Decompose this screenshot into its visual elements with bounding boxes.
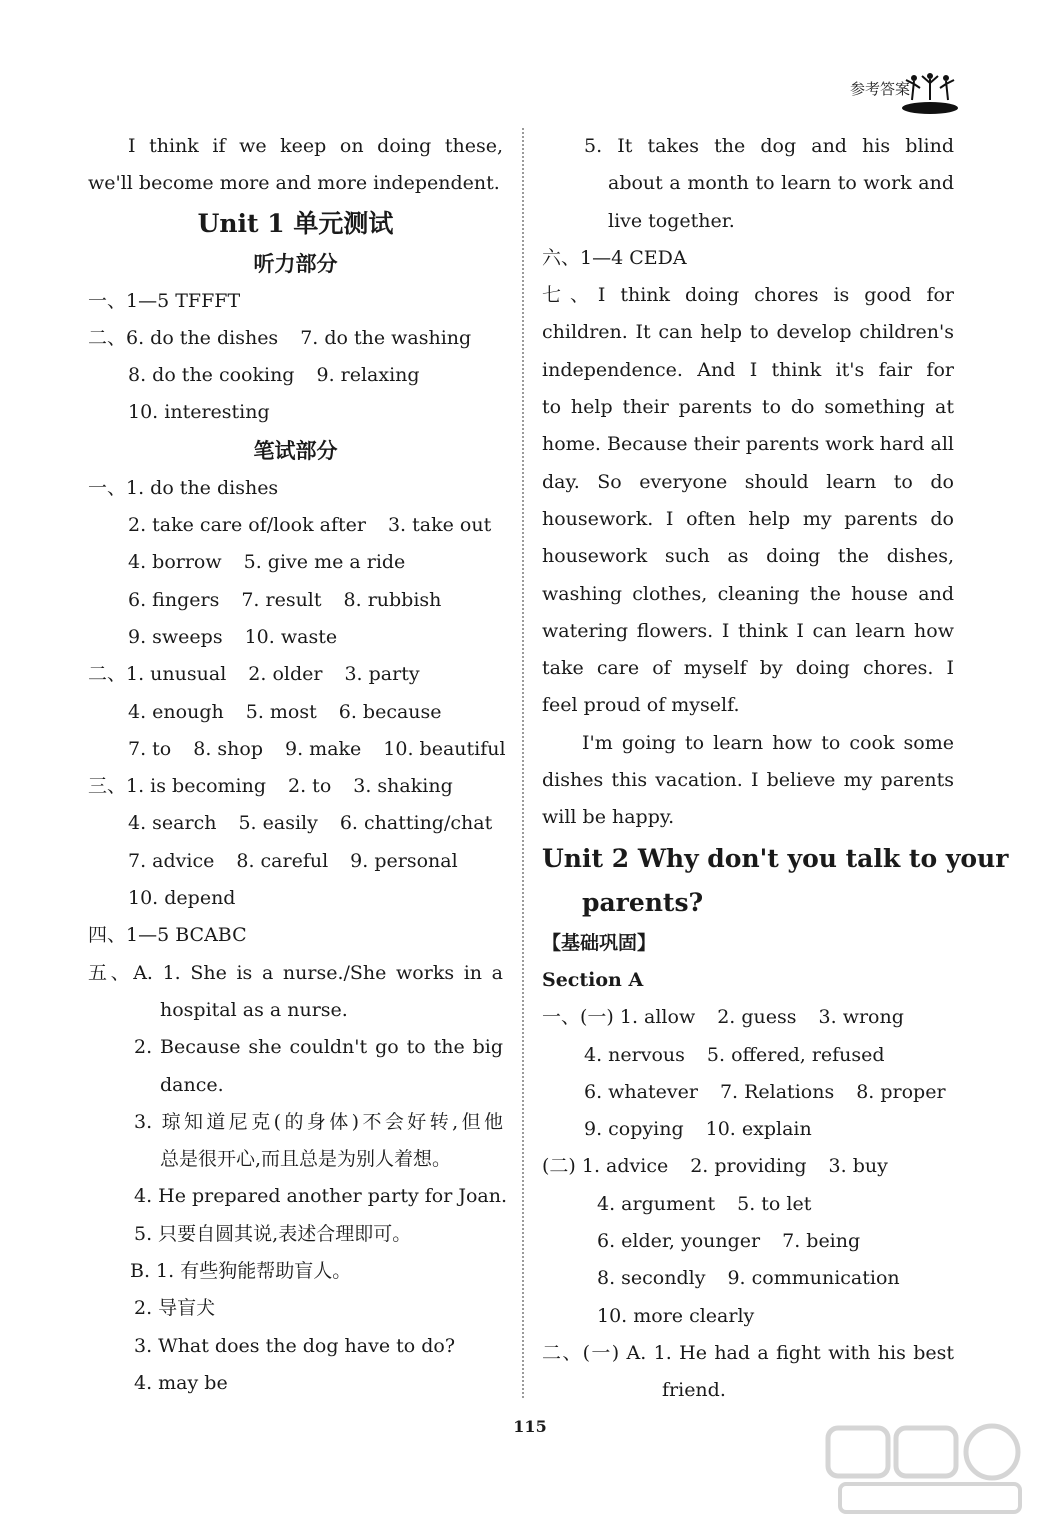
answer-item: 6. fingers — [128, 588, 220, 611]
left-line — [88, 619, 503, 656]
answer-item: 3. wrong — [818, 1006, 904, 1029]
right-line: dishes this vacation. I believe my parents — [542, 769, 954, 792]
answer-item: 9. make — [285, 737, 362, 760]
right-line: feel proud of myself. — [542, 694, 740, 717]
answer-item: 6. because — [338, 700, 442, 723]
left-line: 5. 只要自圆其说,表述合理即可。 — [134, 1222, 412, 1245]
right-line: 六、1—4 CEDA — [542, 246, 687, 269]
right-line: 【基础巩固】 — [542, 931, 657, 954]
answer-item: 6. whatever — [584, 1080, 698, 1103]
right-line: day. So everyone should learn to do — [542, 470, 954, 493]
answer-item: 二、1. unusual — [88, 663, 227, 686]
answer-item: 9. communication — [727, 1267, 900, 1290]
right-line: 七、I think doing chores is good for — [542, 284, 954, 307]
left-line: 3. 琼知道尼克(的身体)不会好转,但他 — [134, 1110, 503, 1133]
left-line: hospital as a nurse. — [160, 998, 348, 1021]
left-line: 2. 导盲犬 — [134, 1297, 216, 1320]
answer-item: 5. to let — [737, 1192, 812, 1215]
answer-item: 6. chatting/chat — [339, 812, 493, 835]
answer-item: 7. being — [782, 1230, 861, 1253]
left-line: Unit 1 单元测试 — [197, 208, 394, 238]
right-line — [542, 1186, 954, 1223]
answer-item: 8. do the cooking — [128, 364, 295, 387]
answer-item: 3. take out — [387, 514, 492, 537]
answer-item: 3. buy — [828, 1155, 888, 1178]
left-line: 一、1—5 TFFFT — [88, 289, 241, 312]
left-line — [88, 805, 503, 842]
right-line: I'm going to learn how to cook some — [582, 731, 954, 754]
right-line — [542, 1037, 954, 1074]
reading-people-logo-icon — [900, 70, 960, 114]
right-line: about a month to learn to work and — [608, 172, 954, 195]
left-line: I think if we keep on doing these, — [128, 135, 503, 157]
right-line — [542, 1223, 954, 1260]
answer-item: 3. party — [344, 663, 420, 686]
answer-item: 8. secondly — [597, 1267, 706, 1290]
answer-item: 9. copying — [584, 1118, 684, 1141]
left-line: 总是很开心,而且总是为别人着想。 — [160, 1148, 452, 1171]
right-line: housework such as doing the dishes, — [542, 545, 954, 568]
header-label: 参考答案 — [849, 80, 910, 98]
right-line — [542, 1111, 954, 1148]
answer-item: 7. do the washing — [300, 326, 472, 349]
right-line: 5. It takes the dog and his blind — [584, 135, 954, 157]
right-line — [542, 1260, 954, 1297]
answer-item: 9. relaxing — [316, 364, 420, 387]
left-line: 笔试部分 — [253, 437, 338, 463]
answer-item: 10. waste — [244, 625, 338, 648]
left-line: dance. — [160, 1073, 224, 1096]
right-line: housework. I often help my parents do — [542, 507, 954, 530]
left-line: 一、1. do the dishes — [88, 476, 279, 499]
left-line: 4. may be — [134, 1371, 228, 1394]
right-line: take care of myself by doing chores. I — [542, 657, 954, 680]
right-line: friend. — [662, 1379, 726, 1402]
left-line — [88, 544, 503, 581]
answer-item: 9. sweeps — [128, 625, 223, 648]
answer-item: 5. most — [245, 700, 317, 723]
right-line: washing clothes, cleaning the house and — [542, 582, 954, 605]
left-line — [88, 768, 503, 805]
answer-item: 8. proper — [856, 1080, 946, 1103]
left-line: 听力部分 — [253, 250, 338, 276]
left-line — [88, 731, 506, 768]
left-line — [88, 357, 503, 394]
right-line: 10. more clearly — [597, 1304, 755, 1327]
left-line — [88, 582, 503, 619]
right-line: watering flowers. I think I can learn how — [542, 619, 954, 642]
answer-item: 8. careful — [236, 849, 329, 872]
column-divider — [522, 128, 524, 1398]
left-line: 4. He prepared another party for Joan. — [134, 1185, 508, 1208]
left-line — [88, 507, 503, 544]
right-line: will be happy. — [542, 806, 675, 829]
answer-item: 4. enough — [128, 700, 224, 723]
left-line: 四、1—5 BCABC — [88, 924, 247, 947]
right-line: Section A — [542, 968, 644, 991]
answer-item: 4. borrow — [128, 551, 222, 574]
right-line: Unit 2 Why don't you talk to your — [542, 843, 1009, 873]
answer-item: 4. search — [128, 812, 217, 835]
right-line: live together. — [608, 209, 735, 232]
answer-item: 2. guess — [717, 1006, 797, 1029]
answer-item: 7. advice — [128, 849, 215, 872]
left-line — [88, 320, 503, 357]
answer-item: (二) 1. advice — [542, 1155, 669, 1178]
left-line — [88, 843, 503, 880]
page-number: 115 — [513, 1417, 547, 1436]
right-line: home. Because their parents work hard all — [542, 433, 954, 456]
left-line — [88, 694, 503, 731]
answer-item: 5. easily — [238, 812, 318, 835]
left-line: we'll become more and more independent. — [88, 172, 500, 195]
right-line: 二、(一) A. 1. He had a fight with his best — [542, 1341, 954, 1364]
left-line: 3. What does the dog have to do? — [134, 1334, 456, 1357]
answer-item: 一、(一) 1. allow — [542, 1006, 696, 1029]
right-line — [542, 1074, 954, 1111]
right-line — [542, 999, 954, 1036]
answer-item: 7. Relations — [719, 1080, 835, 1103]
left-line: 10. interesting — [128, 401, 270, 424]
left-line: B. 1. 有些狗能帮助盲人。 — [130, 1260, 352, 1283]
answer-item: 4. argument — [597, 1192, 716, 1215]
answer-item: 二、6. do the dishes — [88, 326, 279, 349]
answer-item: 9. personal — [350, 849, 458, 872]
right-line: independence. And I think it's fair for — [542, 358, 954, 381]
answer-item: 5. give me a ride — [243, 551, 406, 574]
answer-item: 4. nervous — [584, 1043, 685, 1066]
left-line: 10. depend — [128, 887, 236, 910]
right-line: to help their parents to do something at — [542, 396, 954, 419]
answer-item: 8. rubbish — [343, 588, 442, 611]
left-line: 五、A. 1. She is a nurse./She works in a — [88, 961, 503, 984]
answer-item: 2. older — [248, 663, 323, 686]
left-line: 2. Because she couldn't go to the big — [134, 1036, 503, 1059]
right-line: parents? — [582, 887, 704, 917]
answer-item: 5. offered, refused — [706, 1043, 885, 1066]
answer-item: 7. result — [241, 588, 322, 611]
right-line — [542, 1148, 954, 1185]
answer-item: 10. explain — [705, 1118, 812, 1141]
right-line: children. It can help to develop children's — [542, 321, 954, 344]
answer-item: 8. shop — [193, 737, 264, 760]
right-column — [542, 128, 1009, 1410]
answer-item: 7. to — [128, 737, 172, 760]
left-column — [88, 128, 508, 1402]
answer-item: 2. providing — [690, 1155, 807, 1178]
answer-item: 6. elder, younger — [597, 1230, 761, 1253]
answer-item: 2. take care of/look after — [128, 514, 366, 537]
answer-item: 10. beautiful — [383, 737, 506, 760]
answer-item: 2. to — [288, 775, 332, 798]
watermark-logo-icon — [820, 1418, 1030, 1518]
answer-item: 三、1. is becoming — [88, 775, 267, 798]
answer-item: 3. shaking — [353, 775, 453, 798]
left-line — [88, 656, 503, 693]
